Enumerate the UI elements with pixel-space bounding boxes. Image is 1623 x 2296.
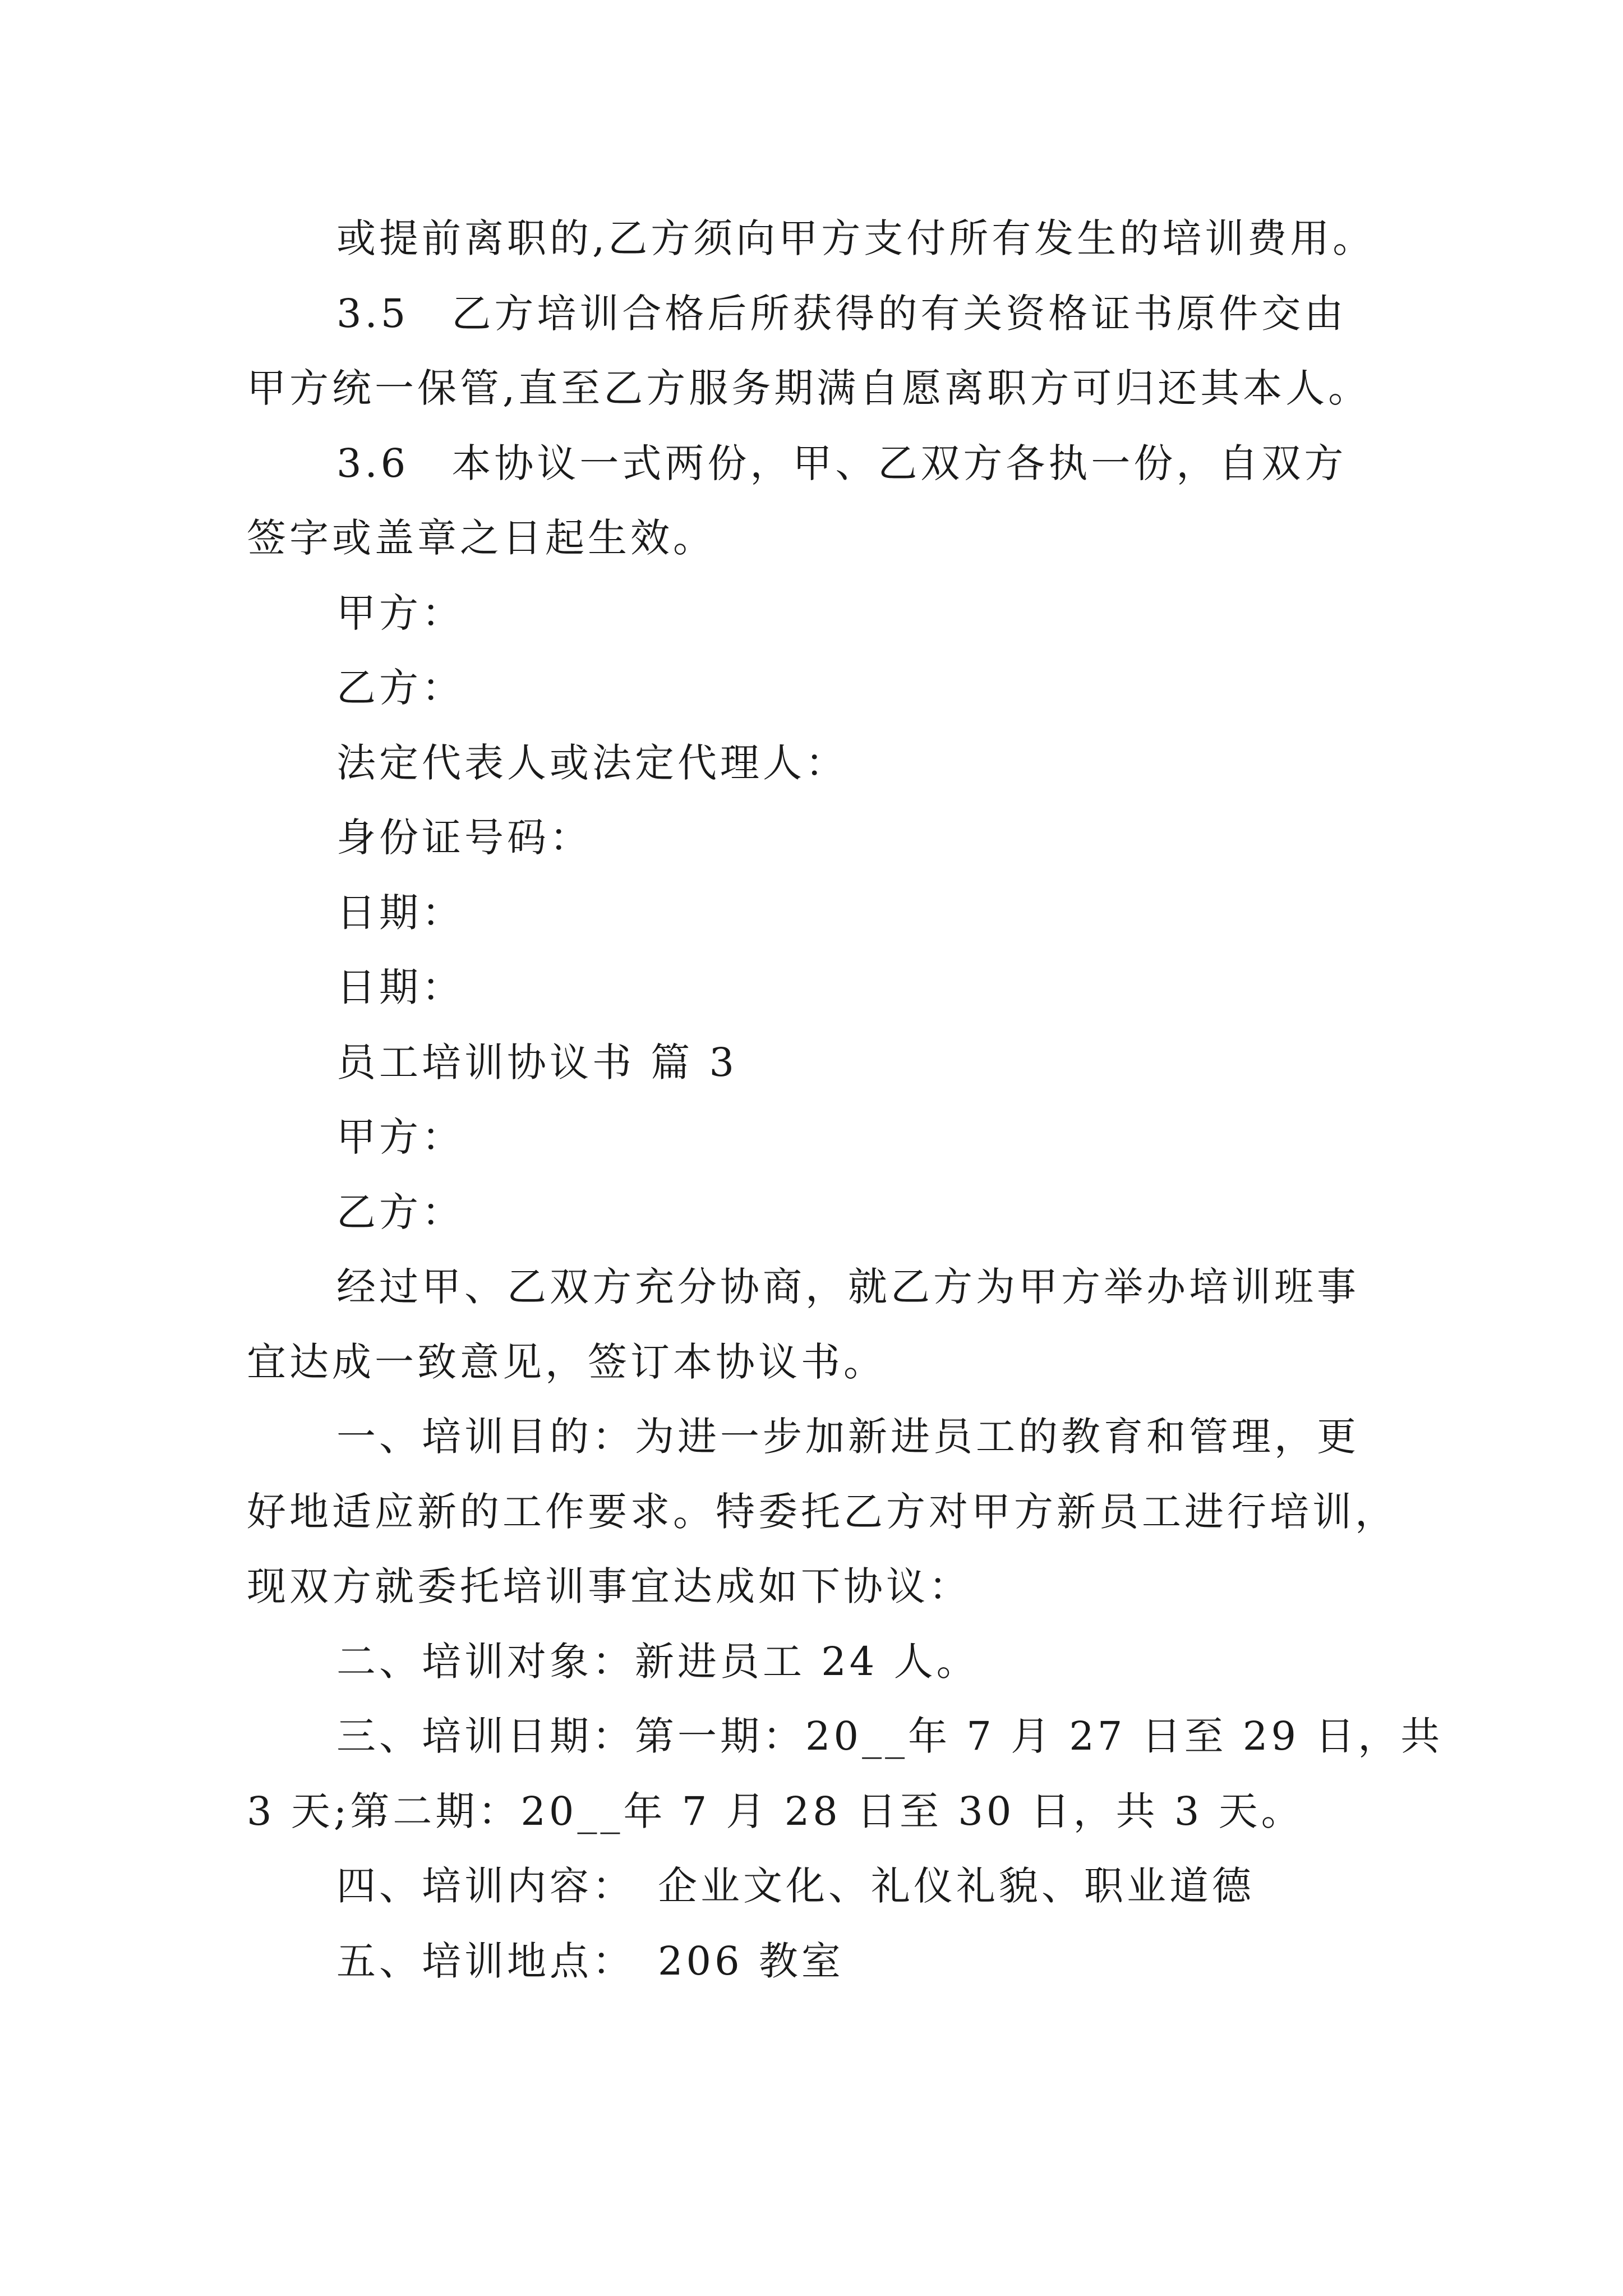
paragraph-line: 甲方统一保管,直至乙方服务期满自愿离职方可归还其本人。 — [247, 365, 1371, 411]
section-heading: 员工培训协议书 篇 3 — [336, 1039, 738, 1085]
paragraph-line: 或提前离职的,乙方须向甲方支付所有发生的培训费用。 — [336, 215, 1376, 261]
paragraph-line: 3 天;第二期：20__年 7 月 28 日至 30 日，共 3 天。 — [247, 1788, 1304, 1834]
paragraph-line: 三、培训日期：第一期：20__年 7 月 27 日至 29 日，共 — [336, 1713, 1444, 1759]
paragraph-line: 经过甲、乙双方充分协商，就乙方为甲方举办培训班事 — [336, 1264, 1359, 1310]
party-b-label: 乙方： — [336, 1189, 464, 1235]
date-label: 日期： — [336, 964, 464, 1010]
paragraph-line: 宜达成一致意见，签订本协议书。 — [247, 1339, 886, 1385]
party-a-label: 甲方： — [336, 1114, 464, 1160]
id-number-label: 身份证号码： — [336, 815, 592, 861]
paragraph-line: 3.6 本协议一式两份，甲、乙双方各执一份，自双方 — [336, 440, 1347, 486]
party-b-label: 乙方： — [336, 665, 464, 711]
paragraph-line: 四、培训内容： 企业文化、礼仪礼貌、职业道德 — [336, 1863, 1255, 1909]
paragraph-line: 五、培训地点： 206 教室 — [336, 1938, 844, 1984]
paragraph-line: 好地适应新的工作要求。特委托乙方对甲方新员工进行培训， — [247, 1489, 1398, 1535]
party-a-label: 甲方： — [336, 590, 464, 636]
paragraph-line: 一、培训目的：为进一步加新进员工的教育和管理，更 — [336, 1414, 1359, 1460]
legal-representative-label: 法定代表人或法定代理人： — [336, 740, 848, 786]
paragraph-line: 签字或盖章之日起生效。 — [247, 515, 716, 561]
paragraph-line: 二、培训对象：新进员工 24 人。 — [336, 1639, 979, 1685]
paragraph-line: 现双方就委托培训事宜达成如下协议： — [247, 1563, 971, 1609]
date-label: 日期： — [336, 890, 464, 936]
paragraph-line: 3.5 乙方培训合格后所获得的有关资格证书原件交由 — [336, 291, 1347, 337]
